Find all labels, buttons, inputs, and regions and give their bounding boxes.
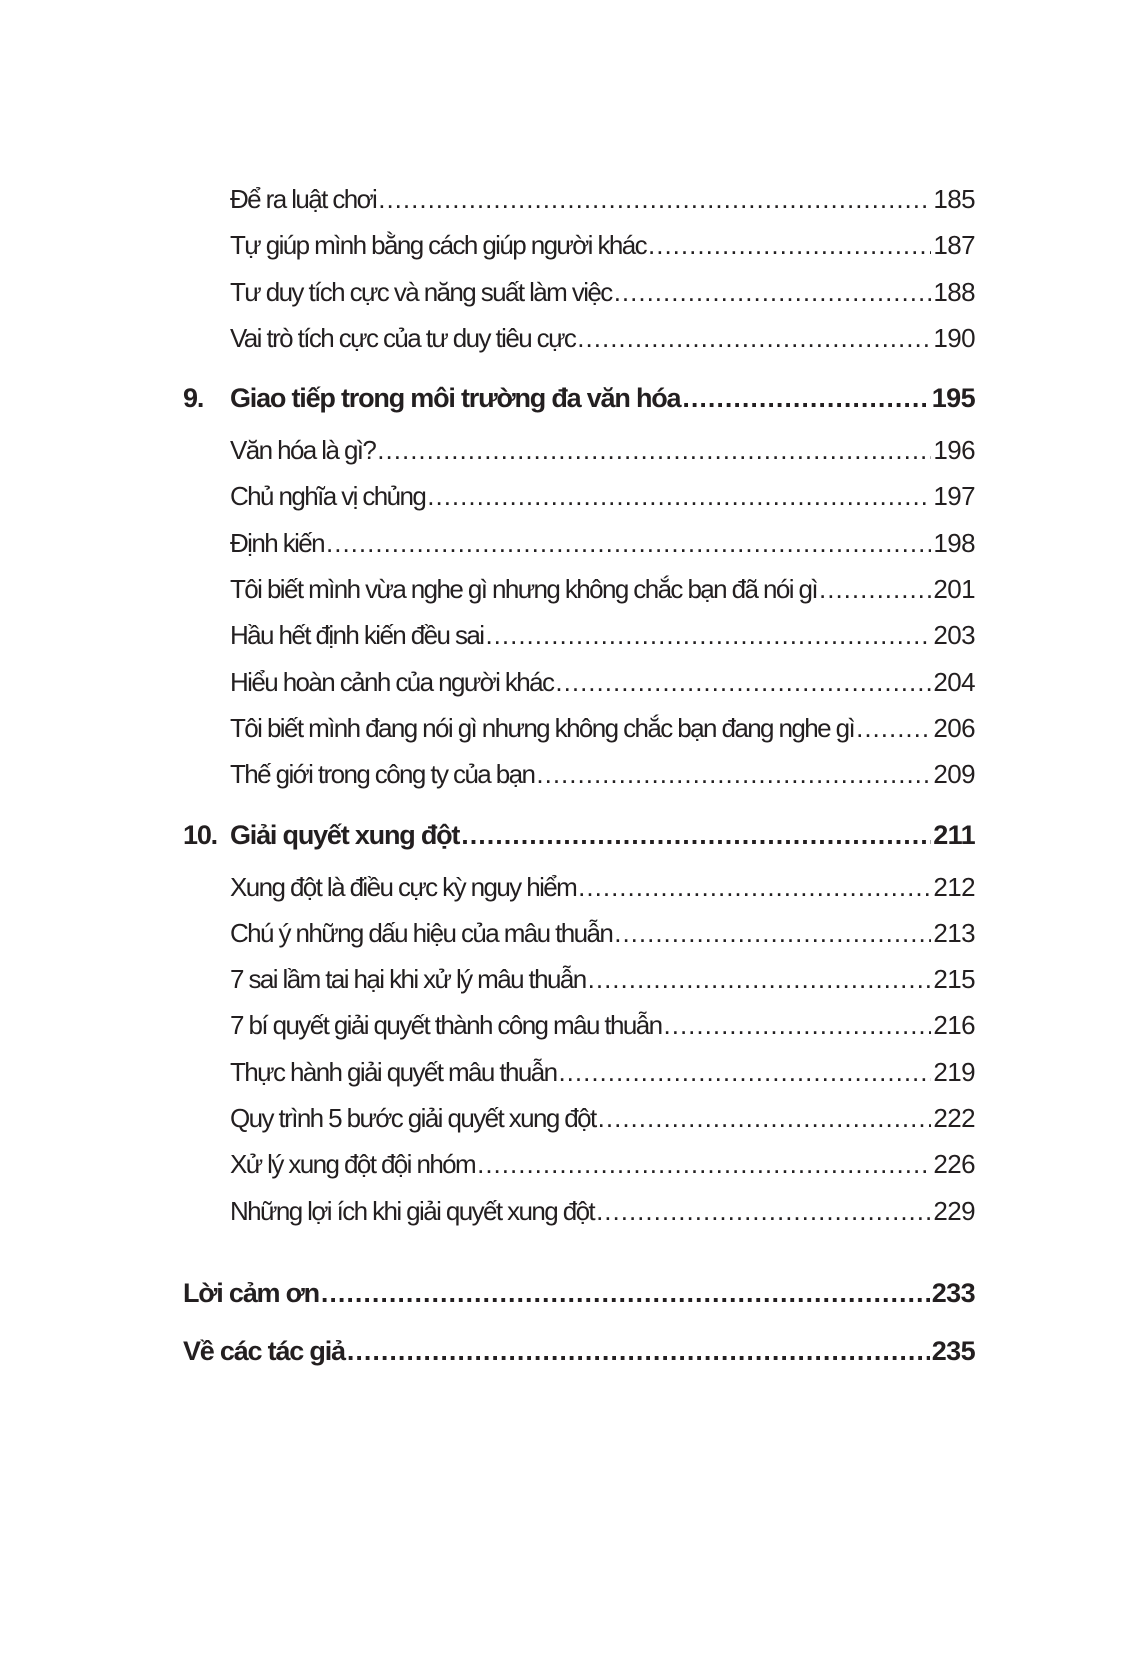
toc-entry-title: 7 bí quyết giải quyết thành công mâu thuẫn xyxy=(230,1010,662,1041)
chapter-title: Giao tiếp trong môi trường đa văn hóa xyxy=(230,383,681,414)
toc-entry-title: Tư duy tích cực và năng suất làm việc xyxy=(230,276,612,307)
toc-entry xyxy=(183,222,975,268)
toc-chapter-9 xyxy=(183,369,975,427)
dot-leader xyxy=(682,369,929,427)
toc-entry-page: 226 xyxy=(933,1149,975,1180)
toc-entry-page: 219 xyxy=(933,1056,975,1087)
toc-entry xyxy=(183,1188,975,1234)
toc-entry-title: Xung đột là điều cực kỳ nguy hiểm xyxy=(230,871,577,902)
toc-entry xyxy=(183,566,975,612)
toc-entry-title: Chú ý những dấu hiệu của mâu thuẫn xyxy=(230,917,613,948)
toc-entry-page: 197 xyxy=(933,481,975,512)
dot-leader xyxy=(648,222,931,268)
toc-entry-page: 212 xyxy=(933,871,975,902)
toc-entry xyxy=(183,1095,975,1141)
dot-leader xyxy=(555,659,931,705)
dot-leader xyxy=(377,427,931,473)
toc-entry-page: 206 xyxy=(933,712,975,743)
table-of-contents xyxy=(183,176,975,1380)
dot-leader xyxy=(427,473,931,519)
dot-leader xyxy=(588,956,932,1002)
toc-entry-title: Tự giúp mình bằng cách giúp người khác xyxy=(230,230,646,261)
toc-entry-page: 198 xyxy=(933,527,975,558)
dot-leader xyxy=(536,751,931,797)
toc-entry-title: Những lợi ích khi giải quyết xung đột xyxy=(230,1195,595,1226)
chapter-number: 9. xyxy=(183,383,204,414)
toc-entry xyxy=(183,1002,975,1048)
dot-leader xyxy=(461,806,931,864)
dot-leader xyxy=(578,864,931,910)
dot-leader xyxy=(614,269,932,315)
toc-entry-page: 215 xyxy=(933,964,975,995)
toc-entry-title: Tôi biết mình vừa nghe gì nhưng không chắc bạn đã nói gì xyxy=(230,574,817,605)
dot-leader xyxy=(326,520,931,566)
chapter-number: 10. xyxy=(183,819,217,850)
dot-leader xyxy=(558,1049,931,1095)
toc-entry-title: Định kiến xyxy=(230,527,324,558)
toc-about-authors xyxy=(183,1322,975,1380)
toc-entry-title: Để ra luật chơi xyxy=(230,184,377,214)
dot-leader xyxy=(598,1095,932,1141)
toc-entry-title: Văn hóa là gì? xyxy=(230,435,376,466)
toc-entry-page: 190 xyxy=(933,322,975,353)
toc-entry-title: Thực hành giải quyết mâu thuẫn xyxy=(230,1056,557,1087)
toc-entry-page: 188 xyxy=(933,276,975,307)
chapter-page: 195 xyxy=(931,383,975,414)
dot-leader xyxy=(577,315,931,361)
section-title: Về các tác giả xyxy=(183,1335,345,1366)
toc-entry xyxy=(183,751,975,797)
toc-entry xyxy=(183,1049,975,1095)
toc-entry-page: 229 xyxy=(933,1195,975,1226)
toc-entry-title: Quy trình 5 bước giải quyết xung đột xyxy=(230,1103,596,1134)
toc-entry xyxy=(183,705,975,751)
toc-entry-title: 7 sai lầm tai hại khi xử lý mâu thuẫn xyxy=(230,964,586,995)
section-title: Lời cảm ơn xyxy=(183,1277,319,1308)
toc-entry-title: Xử lý xung đột đội nhóm xyxy=(230,1149,476,1180)
chapter-page: 211 xyxy=(933,819,975,850)
toc-entry xyxy=(183,1141,975,1187)
toc-entry xyxy=(183,473,975,519)
toc-chapter-10 xyxy=(183,806,975,864)
dot-leader xyxy=(347,1322,930,1380)
dot-leader xyxy=(378,176,931,222)
toc-entry xyxy=(183,315,975,361)
dot-leader xyxy=(596,1188,931,1234)
toc-entry-title: Vai trò tích cực của tư duy tiêu cực xyxy=(230,322,576,353)
toc-entry xyxy=(183,427,975,473)
toc-entry-page: 196 xyxy=(933,435,975,466)
toc-entry-title: Chủ nghĩa vị chủng xyxy=(230,481,426,512)
toc-entry xyxy=(183,910,975,956)
toc-entry-page: 204 xyxy=(933,666,975,697)
toc-entry-page: 213 xyxy=(933,917,975,948)
toc-entry-page: 187 xyxy=(933,230,975,261)
toc-entry-page: 209 xyxy=(933,759,975,790)
toc-entry-title: Hiểu hoàn cảnh của người khác xyxy=(230,666,554,697)
toc-entry-page: 222 xyxy=(933,1103,975,1134)
chapter-title: Giải quyết xung đột xyxy=(230,819,460,850)
toc-entry xyxy=(183,176,975,222)
toc-entry-page: 185 xyxy=(933,184,975,214)
dot-leader xyxy=(856,705,931,751)
dot-leader xyxy=(664,1002,932,1048)
toc-entry xyxy=(183,269,975,315)
toc-entry xyxy=(183,956,975,1002)
toc-entry-title: Thế giới trong công ty của bạn xyxy=(230,759,535,790)
dot-leader xyxy=(485,612,931,658)
toc-entry-title: Hầu hết định kiến đều sai xyxy=(230,620,484,651)
section-page: 235 xyxy=(931,1335,975,1366)
dot-leader xyxy=(477,1141,931,1187)
dot-leader xyxy=(819,566,931,612)
toc-entry xyxy=(183,864,975,910)
toc-entry-page: 201 xyxy=(933,574,975,605)
toc-entry-title: Tôi biết mình đang nói gì nhưng không chắc bạn đang nghe gì xyxy=(230,712,855,743)
toc-acknowledgements xyxy=(183,1264,975,1322)
toc-entry-page: 203 xyxy=(933,620,975,651)
toc-entry xyxy=(183,659,975,705)
dot-leader xyxy=(614,910,931,956)
toc-entry-page: 216 xyxy=(933,1010,975,1041)
toc-entry xyxy=(183,520,975,566)
dot-leader xyxy=(321,1264,930,1322)
toc-entry xyxy=(183,612,975,658)
section-page: 233 xyxy=(931,1277,975,1308)
